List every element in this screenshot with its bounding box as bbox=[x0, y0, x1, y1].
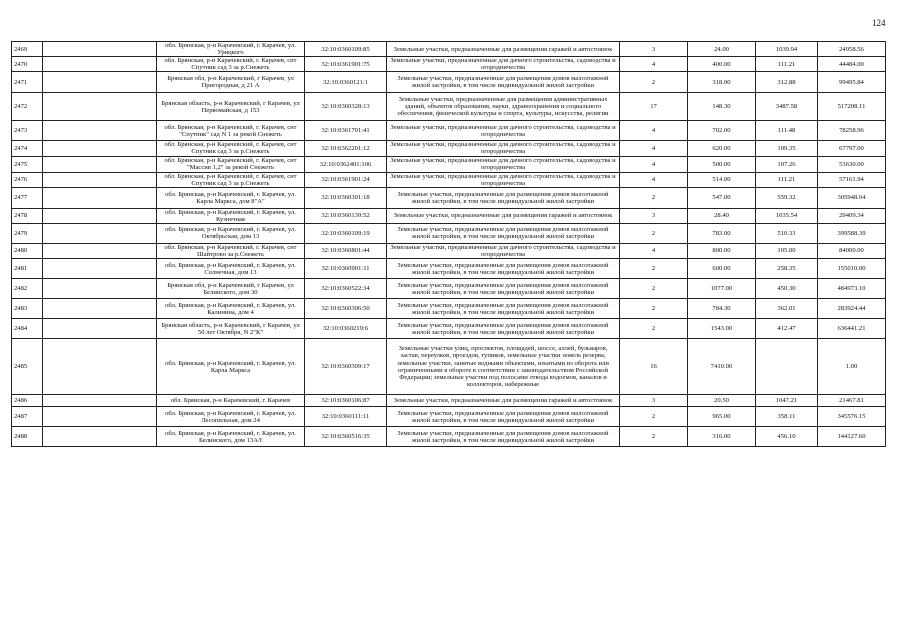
blank-cell bbox=[43, 339, 157, 395]
address-cell: обл. Брянская, р-н Карачевский, г. Карачев, ул. Урицкого bbox=[157, 42, 305, 57]
land-use-cell: Земельные участки улиц, проспектов, площадей, шоссе, аллей, бульваров, застав, переулков, проездов, тупиков, земельные участки земель резерва; земельные участки, занятые водными объектами, изъятыми из оборота или ограниченными в обороте в соответствии с законодательством Российской Федерации; земельные участки под полосами отвода водоемов, каналов и коллекторов, набережные bbox=[387, 339, 620, 395]
cadastral-value-cell: 21467.81 bbox=[818, 395, 886, 407]
cadastral-value-cell: 84000.00 bbox=[818, 243, 886, 258]
area-cell: 316.00 bbox=[688, 427, 756, 447]
area-cell: 783.00 bbox=[688, 223, 756, 243]
cadastral-value-cell: 29409.34 bbox=[818, 208, 886, 223]
blank-cell bbox=[43, 156, 157, 172]
blank-cell bbox=[43, 243, 157, 258]
group-cell: 3 bbox=[620, 395, 688, 407]
specific-value-cell: 1035.54 bbox=[756, 208, 818, 223]
cadastral-number-cell: 32:10:0360516:35 bbox=[305, 427, 387, 447]
group-cell: 3 bbox=[620, 42, 688, 57]
table-row bbox=[12, 299, 886, 319]
cadastral-value-cell: 305948.04 bbox=[818, 187, 886, 208]
land-use-cell: Земельные участки, предназначенные для размещения административных зданий, объектов образования, науки, здравоохранения и социального обеспечения, физической культуры и спорта, культуры, искусства, религии bbox=[387, 93, 620, 121]
specific-value-cell: 450.30 bbox=[756, 279, 818, 299]
cadastral-value-cell: 155010.00 bbox=[818, 259, 886, 279]
cadastral-value-cell: 517208.11 bbox=[818, 93, 886, 121]
group-cell: 4 bbox=[620, 141, 688, 156]
area-cell: 20.50 bbox=[688, 395, 756, 407]
group-cell: 2 bbox=[620, 259, 688, 279]
address-cell: Брянская область, р-н Карачевский, г Карачев, ул 50 лет Октября, N 2"К" bbox=[157, 319, 305, 339]
address-cell: Брянская область, р-н Карачевский, г Карачев, ул Первомайская, д 153 bbox=[157, 93, 305, 121]
land-use-cell: Земельные участки, предназначенные для размещения гаражей и автостоянок bbox=[387, 42, 620, 57]
group-cell: 4 bbox=[620, 156, 688, 172]
group-cell: 17 bbox=[620, 93, 688, 121]
cadastral-number-cell: 32:10:0360301:18 bbox=[305, 187, 387, 208]
group-cell: 4 bbox=[620, 243, 688, 258]
address-cell: обл. Брянская, р-н Карачевский, г. Карачев, снт Спутник сад 3 за р.Снежеть bbox=[157, 172, 305, 187]
address-cell: обл. Брянская, р-н Карачевский, г. Карачев, ул. Солнечная, дом 13 bbox=[157, 259, 305, 279]
row-number: 2482 bbox=[12, 279, 43, 299]
cadastral-value-cell: 345576.15 bbox=[818, 407, 886, 427]
blank-cell bbox=[43, 319, 157, 339]
table-row bbox=[12, 93, 886, 121]
area-cell: 600.00 bbox=[688, 259, 756, 279]
blank-cell bbox=[43, 42, 157, 57]
specific-value-cell: 111.21 bbox=[756, 57, 818, 72]
land-use-cell: Земельные участки, предназначенные для дачного строительства, садоводства и огородничества bbox=[387, 57, 620, 72]
specific-value-cell: 412.47 bbox=[756, 319, 818, 339]
specific-value-cell: 107.26 bbox=[756, 156, 818, 172]
cadastral-number-cell: 32:10:0360111:11 bbox=[305, 407, 387, 427]
specific-value-cell: 362.01 bbox=[756, 299, 818, 319]
cadastral-value-cell: 144127.60 bbox=[818, 427, 886, 447]
land-use-cell: Земельные участки, предназначенные для дачного строительства, садоводства и огородничества bbox=[387, 121, 620, 141]
specific-value-cell: 109.35 bbox=[756, 141, 818, 156]
table-row bbox=[12, 427, 886, 447]
address-cell: обл. Брянская, р-н Карачевский, г. Карачев, ул. Белинского, дом 13А/I bbox=[157, 427, 305, 447]
blank-cell bbox=[43, 172, 157, 187]
land-use-cell: Земельные участки, предназначенные для дачного строительства, садоводства и огородничества bbox=[387, 243, 620, 258]
cadastral-number-cell: 32:10:0360306:50 bbox=[305, 299, 387, 319]
table-row bbox=[12, 279, 886, 299]
cadastral-number-cell: 32:10:0361701:41 bbox=[305, 121, 387, 141]
address-cell: обл. Брянская, р-н Карачевский, г. Карачев, ул. Кузнечная bbox=[157, 208, 305, 223]
cadastral-number-cell: 32:10:0360139:52 bbox=[305, 208, 387, 223]
cadastral-value-cell: 1.00 bbox=[818, 339, 886, 395]
cadastral-number-cell: 32:10:0360109:85 bbox=[305, 42, 387, 57]
row-number: 2487 bbox=[12, 407, 43, 427]
cadastral-value-table bbox=[11, 41, 886, 447]
row-number: 2469 bbox=[12, 42, 43, 57]
row-number: 2476 bbox=[12, 172, 43, 187]
land-use-cell: Земельные участки, предназначенные для размещения домов малоэтажной жилой застройки, в том числе индивидуальной жилой застройки bbox=[387, 259, 620, 279]
address-cell: обл. Брянская, р-н Карачевский, г. Карачев, ул. Карла Маркса, дом 8"А" bbox=[157, 187, 305, 208]
table-body bbox=[12, 42, 886, 447]
cadastral-value-cell: 44484.00 bbox=[818, 57, 886, 72]
area-cell: 514.00 bbox=[688, 172, 756, 187]
page-number: 124 bbox=[872, 18, 886, 28]
table-row bbox=[12, 72, 886, 93]
group-cell: 2 bbox=[620, 407, 688, 427]
cadastral-number-cell: 32:10:0361901:24 bbox=[305, 172, 387, 187]
land-use-cell: Земельные участки, предназначенные для размещения домов малоэтажной жилой застройки, в том числе индивидуальной жилой застройки bbox=[387, 299, 620, 319]
land-use-cell: Земельные участки, предназначенные для дачного строительства, садоводства и огородничества bbox=[387, 156, 620, 172]
blank-cell bbox=[43, 299, 157, 319]
cadastral-value-cell: 399588.39 bbox=[818, 223, 886, 243]
address-cell: обл. Брянская, р-н Карачевский, г. Карачев, ул. Октябрьская, дом 13 bbox=[157, 223, 305, 243]
land-use-cell: Земельные участки, предназначенные для размещения гаражей и автостоянок bbox=[387, 395, 620, 407]
land-use-cell: Земельные участки, предназначенные для размещения домов малоэтажной жилой застройки, в том числе индивидуальной жилой застройки bbox=[387, 187, 620, 208]
address-cell: обл. Брянская, р-н Карачевский, г. Карачев, снт "Массив 1,2" за рекой Снежеть bbox=[157, 156, 305, 172]
group-cell: 2 bbox=[620, 223, 688, 243]
specific-value-cell: 456.10 bbox=[756, 427, 818, 447]
cadastral-number-cell: 32:10:0360106:87 bbox=[305, 395, 387, 407]
table-row bbox=[12, 187, 886, 208]
group-cell: 4 bbox=[620, 172, 688, 187]
table-row bbox=[12, 339, 886, 395]
row-number: 2471 bbox=[12, 72, 43, 93]
row-number: 2483 bbox=[12, 299, 43, 319]
cadastral-number-cell: 32:10:0362401:106 bbox=[305, 156, 387, 172]
row-number: 2477 bbox=[12, 187, 43, 208]
area-cell: 24.00 bbox=[688, 42, 756, 57]
row-number: 2488 bbox=[12, 427, 43, 447]
blank-cell bbox=[43, 407, 157, 427]
blank-cell bbox=[43, 208, 157, 223]
row-number: 2486 bbox=[12, 395, 43, 407]
table-row bbox=[12, 156, 886, 172]
group-cell: 2 bbox=[620, 299, 688, 319]
cadastral-value-cell: 24958.56 bbox=[818, 42, 886, 57]
table-row bbox=[12, 223, 886, 243]
blank-cell bbox=[43, 57, 157, 72]
table-row bbox=[12, 141, 886, 156]
address-cell: обл. Брянская, р-н Карачевский, г. Карачев, снт Спутник сад 3 за р.Снежеть bbox=[157, 57, 305, 72]
land-use-cell: Земельные участки, предназначенные для дачного строительства, садоводства и огородничества bbox=[387, 172, 620, 187]
blank-cell bbox=[43, 121, 157, 141]
blank-cell bbox=[43, 395, 157, 407]
table-row bbox=[12, 319, 886, 339]
blank-cell bbox=[43, 141, 157, 156]
table-row bbox=[12, 407, 886, 427]
row-number: 2473 bbox=[12, 121, 43, 141]
row-number: 2475 bbox=[12, 156, 43, 172]
row-number: 2470 bbox=[12, 57, 43, 72]
table-row bbox=[12, 172, 886, 187]
area-cell: 500.00 bbox=[688, 156, 756, 172]
group-cell: 3 bbox=[620, 208, 688, 223]
row-number: 2481 bbox=[12, 259, 43, 279]
cadastral-number-cell: 32:10:0360121:1 bbox=[305, 72, 387, 93]
row-number: 2474 bbox=[12, 141, 43, 156]
row-number: 2484 bbox=[12, 319, 43, 339]
area-cell: 547.00 bbox=[688, 187, 756, 208]
row-number: 2478 bbox=[12, 208, 43, 223]
land-use-cell: Земельные участки, предназначенные для размещения домов малоэтажной жилой застройки, в том числе индивидуальной жилой застройки bbox=[387, 72, 620, 93]
cadastral-number-cell: 32:10:0360801:44 bbox=[305, 243, 387, 258]
specific-value-cell: 358.11 bbox=[756, 407, 818, 427]
group-cell: 2 bbox=[620, 187, 688, 208]
cadastral-number-cell: 32:10:0360219:6 bbox=[305, 319, 387, 339]
row-number: 2480 bbox=[12, 243, 43, 258]
blank-cell bbox=[43, 279, 157, 299]
land-use-cell: Земельные участки, предназначенные для размещения домов малоэтажной жилой застройки, в том числе индивидуальной жилой застройки bbox=[387, 407, 620, 427]
area-cell: 318.00 bbox=[688, 72, 756, 93]
blank-cell bbox=[43, 93, 157, 121]
cadastral-number-cell: 32:10:0360328:13 bbox=[305, 93, 387, 121]
specific-value-cell: 105.00 bbox=[756, 243, 818, 258]
specific-value-cell: 111.21 bbox=[756, 172, 818, 187]
area-cell: 784.30 bbox=[688, 299, 756, 319]
table-row bbox=[12, 42, 886, 57]
cadastral-value-cell: 53630.00 bbox=[818, 156, 886, 172]
cadastral-number-cell: 32:10:0360522:34 bbox=[305, 279, 387, 299]
table-row bbox=[12, 57, 886, 72]
land-use-cell: Земельные участки, предназначенные для размещения домов малоэтажной жилой застройки, в том числе индивидуальной жилой застройки bbox=[387, 279, 620, 299]
area-cell: 400.00 bbox=[688, 57, 756, 72]
blank-cell bbox=[43, 259, 157, 279]
table-row bbox=[12, 395, 886, 407]
address-cell: обл. Брянская, р-н Карачевский, г. Карачев, ул. Калинина, дом 4 bbox=[157, 299, 305, 319]
cadastral-number-cell: 32:10:0362201:12 bbox=[305, 141, 387, 156]
group-cell: 2 bbox=[620, 319, 688, 339]
specific-value-cell: 1039.94 bbox=[756, 42, 818, 57]
address-cell: обл. Брянская, р-н Карачевский, г. Карачев, снт Спутник сад 3 за р.Снежеть bbox=[157, 141, 305, 156]
cadastral-number-cell: 32:10:0361901:75 bbox=[305, 57, 387, 72]
address-cell: обл. Брянская, р-н Карачевский, г. Карачев, ул. Карла Маркса bbox=[157, 339, 305, 395]
address-cell: Брянская обл, р-н Карачевский, г Карачев, ул Белинского, дом 30 bbox=[157, 279, 305, 299]
land-use-cell: Земельные участки, предназначенные для дачного строительства, садоводства и огородничества bbox=[387, 141, 620, 156]
table-row bbox=[12, 243, 886, 258]
address-cell: обл. Брянская, р-н Карачевский, г. Карачев, снт Шайтрово за р.Снежеть bbox=[157, 243, 305, 258]
blank-cell bbox=[43, 72, 157, 93]
specific-value-cell: 510.33 bbox=[756, 223, 818, 243]
blank-cell bbox=[43, 187, 157, 208]
address-cell: обл. Брянская, р-н Карачевский, г. Карачев bbox=[157, 395, 305, 407]
blank-cell bbox=[43, 427, 157, 447]
area-cell: 702.00 bbox=[688, 121, 756, 141]
cadastral-value-cell: 78258.96 bbox=[818, 121, 886, 141]
specific-value-cell: 111.48 bbox=[756, 121, 818, 141]
cadastral-value-cell: 99495.84 bbox=[818, 72, 886, 93]
area-cell: 1077.00 bbox=[688, 279, 756, 299]
area-cell: 7410.00 bbox=[688, 339, 756, 395]
area-cell: 965.00 bbox=[688, 407, 756, 427]
cadastral-value-cell: 283924.44 bbox=[818, 299, 886, 319]
row-number: 2479 bbox=[12, 223, 43, 243]
address-cell: обл. Брянская, р-н Карачевский, г. Карачев, ул. Лесопильная, дом 24 bbox=[157, 407, 305, 427]
specific-value-cell: 559.32 bbox=[756, 187, 818, 208]
cadastral-value-cell: 484973.10 bbox=[818, 279, 886, 299]
specific-value-cell: 312.88 bbox=[756, 72, 818, 93]
cadastral-number-cell: 32:10:0360109:19 bbox=[305, 223, 387, 243]
group-cell: 4 bbox=[620, 57, 688, 72]
cadastral-value-cell: 636441.21 bbox=[818, 319, 886, 339]
area-cell: 148.30 bbox=[688, 93, 756, 121]
cadastral-value-cell: 67797.00 bbox=[818, 141, 886, 156]
group-cell: 2 bbox=[620, 279, 688, 299]
table-row bbox=[12, 121, 886, 141]
specific-value-cell: 3487.58 bbox=[756, 93, 818, 121]
table-row bbox=[12, 259, 886, 279]
address-cell: Брянская обл, р-н Карачевский, г Карачев, ул Пригородная, д 21 А bbox=[157, 72, 305, 93]
land-use-cell: Земельные участки, предназначенные для размещения домов малоэтажной жилой застройки, в том числе индивидуальной жилой застройки bbox=[387, 427, 620, 447]
specific-value-cell: 258.35 bbox=[756, 259, 818, 279]
cadastral-value-cell: 57161.94 bbox=[818, 172, 886, 187]
land-use-cell: Земельные участки, предназначенные для размещения домов малоэтажной жилой застройки, в том числе индивидуальной жилой застройки bbox=[387, 223, 620, 243]
group-cell: 16 bbox=[620, 339, 688, 395]
address-cell: обл. Брянская, р-н Карачевский, г. Карачев, снт "Спутник" сад N 1 за рекой Снежеть bbox=[157, 121, 305, 141]
blank-cell bbox=[43, 223, 157, 243]
table-row bbox=[12, 208, 886, 223]
area-cell: 28.40 bbox=[688, 208, 756, 223]
cadastral-number-cell: 32:10:0360309:17 bbox=[305, 339, 387, 395]
area-cell: 620.00 bbox=[688, 141, 756, 156]
cadastral-number-cell: 32:10:0360901:11 bbox=[305, 259, 387, 279]
row-number: 2472 bbox=[12, 93, 43, 121]
specific-value-cell bbox=[756, 339, 818, 395]
row-number: 2485 bbox=[12, 339, 43, 395]
group-cell: 2 bbox=[620, 72, 688, 93]
area-cell: 1543.00 bbox=[688, 319, 756, 339]
group-cell: 4 bbox=[620, 121, 688, 141]
land-use-cell: Земельные участки, предназначенные для размещения домов малоэтажной жилой застройки, в том числе индивидуальной жилой застройки bbox=[387, 319, 620, 339]
land-use-cell: Земельные участки, предназначенные для размещения гаражей и автостоянок bbox=[387, 208, 620, 223]
group-cell: 2 bbox=[620, 427, 688, 447]
area-cell: 800.00 bbox=[688, 243, 756, 258]
specific-value-cell: 1047.21 bbox=[756, 395, 818, 407]
